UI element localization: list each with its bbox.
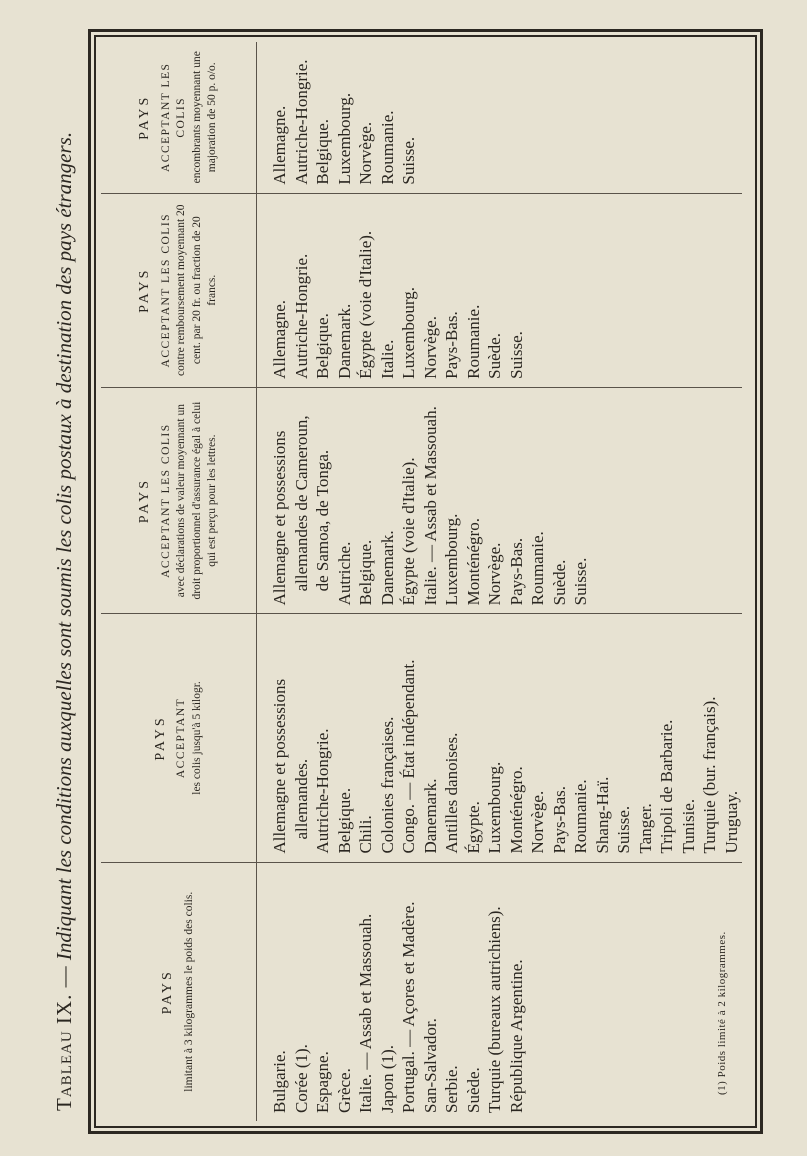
country-item: Monténégro. (506, 766, 526, 854)
country-item: Roumanie. (571, 779, 590, 854)
country-item: Tunisie. (678, 798, 698, 854)
country-item: Pays-Bas. (549, 786, 569, 854)
country-item: Autriche-Hongrie. (291, 253, 311, 379)
header-title: PAYS (137, 94, 153, 140)
header-title: PAYS (152, 715, 168, 761)
header-title: PAYS (160, 969, 176, 1015)
country-item: Danemark. (377, 530, 397, 606)
country-item: Turquie (bur. français). (700, 696, 719, 854)
header-title: PAYS (137, 267, 153, 313)
country-item: Pays-Bas. (506, 537, 526, 606)
country-item: Shang-Haï. (592, 776, 612, 854)
country-item: Corée (1). (291, 1044, 311, 1113)
country-item: Danemark. (334, 303, 354, 379)
country-item: Colonies françaises. (377, 716, 397, 854)
postal-table (101, 42, 742, 1121)
country-item: Uruguay. (721, 790, 741, 854)
country-item: Congo. — État indépendant. (399, 659, 418, 854)
country-item: Norvège. (485, 542, 504, 606)
caption-lead: Tableau IX. — (52, 965, 76, 1111)
country-item: Italie. (377, 339, 397, 379)
country-item: Antilles danoises. (442, 732, 461, 854)
column-4-list (257, 193, 743, 387)
country-item: Norvège. (420, 316, 440, 379)
column-5-list (257, 42, 743, 193)
header-col-4 (101, 193, 257, 387)
country-item: Belgique. (313, 313, 332, 379)
table-frame (88, 29, 763, 1134)
footnote: (1) Poids limité à 2 kilogrammes. (716, 931, 728, 1095)
country-item: Pays-Bas. (442, 311, 461, 379)
column-2-list (257, 614, 743, 862)
country-item: Suède. (485, 333, 504, 379)
country-item: Égypte (voie d'Italie). (356, 230, 375, 379)
country-item: Chili. (356, 815, 375, 854)
country-item: Espagne. (313, 1051, 332, 1113)
country-item: Monténégro. (463, 518, 483, 606)
header-row (101, 42, 257, 1121)
country-item: Tripoli de Barbarie. (657, 719, 676, 854)
country-item: San-Salvador. (420, 1018, 440, 1113)
header-col-5 (101, 42, 257, 193)
header-sub: ACCEPTANT LES COLIS (159, 423, 172, 578)
country-item: Luxembourg. (485, 761, 504, 854)
header-title: PAYS (137, 477, 153, 524)
header-desc: contre remboursement moyennant 20 cent. par 20 fr. ou fraction de 20 francs. (175, 204, 219, 376)
country-item: Roumanie. (463, 304, 483, 379)
header-col-2 (101, 614, 257, 862)
header-col-1 (101, 862, 257, 1121)
country-item: Suède. (549, 559, 569, 606)
body-row (257, 42, 743, 1121)
header-desc: les colis jusqu'à 5 kilogr. (190, 681, 203, 795)
country-item: Bulgarie. (270, 1050, 289, 1113)
column-1-list (257, 862, 743, 1121)
country-item: Égypte (voie d'Italie). (399, 457, 418, 606)
country-item: Autriche-Hongrie. (291, 59, 311, 185)
country-item: Luxembourg. (399, 287, 418, 379)
country-item: Portugal. — Açores et Madère. (399, 901, 418, 1113)
country-item: République Argentine. (506, 959, 526, 1113)
country-item: Belgique. (313, 118, 332, 185)
country-item: Serbie. (442, 1065, 461, 1113)
header-desc: limitant à 3 kilogrammes le poids des colis. (183, 891, 196, 1092)
country-item: Égypte. (463, 801, 483, 854)
country-item: Norvège. (356, 121, 375, 185)
header-sub: ACCEPTANT (175, 697, 188, 779)
country-item: Suède. (463, 1067, 483, 1113)
country-item: Suisse. (399, 136, 418, 185)
header-desc: avec déclarations de valeur moyennant un droit proportionnel d'assurance égal à celui qui est perçu pour les lettres. (175, 401, 219, 600)
country-item: Belgique. (356, 539, 375, 606)
country-item: Italie. — Assab et Massouah. (420, 406, 440, 606)
country-item: Grèce. (334, 1068, 354, 1113)
country-item: Suisse. (614, 805, 633, 854)
caption-text: Indiquant les conditions auxquelles sont soumis les colis postaux à destination des pays étrangers. (52, 131, 76, 961)
country-item: Japon (1). (377, 1045, 397, 1113)
country-item: Tanger. (635, 803, 655, 854)
country-item: Autriche-Hongrie. (313, 728, 332, 854)
country-item: Roumanie. (528, 531, 547, 606)
country-item: Allemagne. (270, 299, 289, 379)
column-3-list (257, 387, 743, 614)
table-caption (52, 51, 77, 1111)
country-item: Allemagne et possessions allemandes. (270, 678, 311, 854)
country-item: Roumanie. (377, 110, 397, 185)
country-item: Autriche. (334, 541, 354, 606)
country-item: Danemark. (420, 778, 440, 854)
country-item: Luxembourg. (442, 513, 461, 606)
country-item: Italie. — Assab et Massouah. (356, 913, 375, 1113)
header-sub: ACCEPTANT LES COLIS (159, 62, 188, 173)
header-desc: encombrants moyennant une majoration de 50 p. o/o. (190, 51, 219, 184)
country-item: Allemagne. (270, 105, 289, 185)
header-sub: ACCEPTANT LES COLIS (159, 212, 172, 368)
header-col-3 (101, 387, 257, 614)
country-item: Suisse. (571, 557, 590, 606)
country-item: Suisse. (506, 331, 526, 379)
country-item: Turquie (bureaux autrichiens). (485, 906, 504, 1113)
country-item: Allemagne et possessions allemandes de Cameroun, de Samoa, de Tonga. (270, 415, 332, 606)
country-item: Norvège. (528, 790, 547, 854)
country-item: Belgique. (334, 787, 354, 854)
country-item: Luxembourg. (334, 92, 354, 185)
